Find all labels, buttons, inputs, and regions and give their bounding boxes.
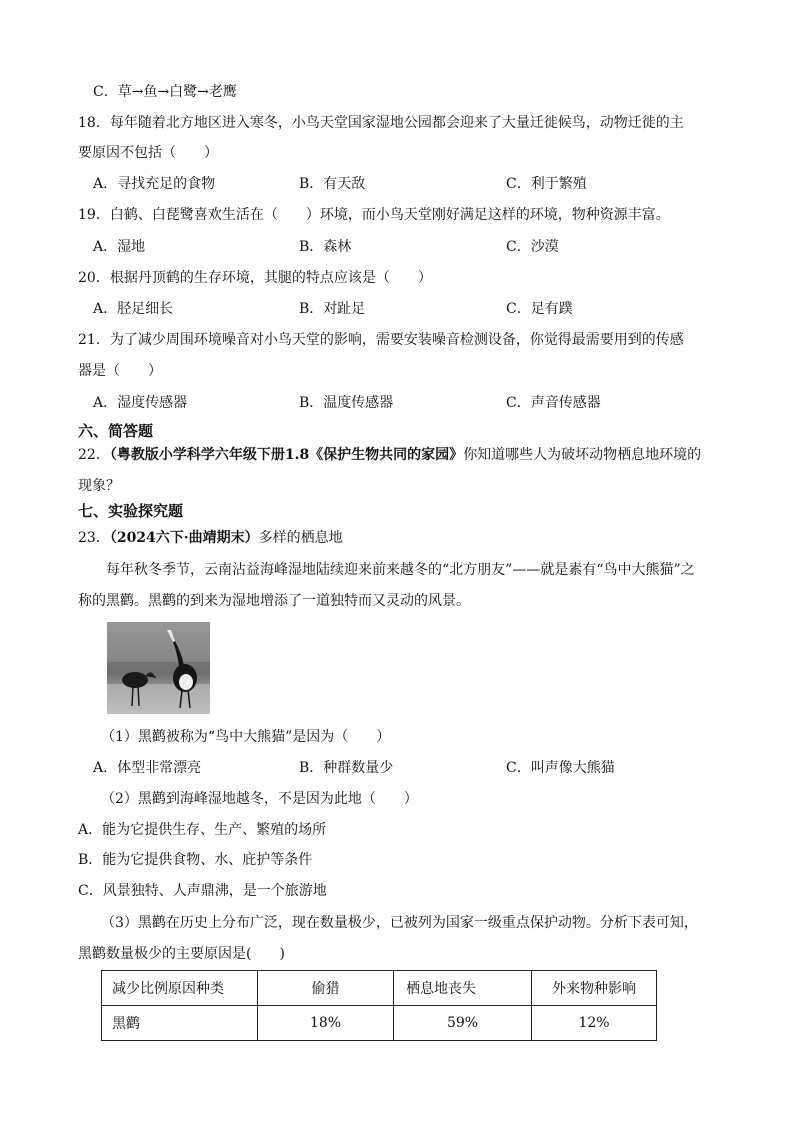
q20-stem: 20．根据丹顶鹤的生存环境，其腿的特点应该是（ ）: [78, 270, 432, 286]
q23-number: 23．: [78, 530, 110, 546]
q22-stem-text: 你知道哪些人为破坏动物栖息地环境的: [463, 447, 702, 463]
q20-option-a: A．胫足细长: [93, 301, 174, 317]
q18-option-a: A．寻找充足的食物: [93, 176, 216, 192]
q23-sub2-option-a: A．能为它提供生存、生产、繁殖的场所: [78, 822, 327, 838]
table-header-row: [102, 971, 657, 1006]
q19-stem: 19．白鹤、白琵鹭喜欢生活在（ ）环境，而小鸟天堂刚好满足这样的环境，物种资源丰富。: [78, 207, 670, 223]
q23-paragraph-line2: 称的黑鹳。黑鹳的到来为湿地增添了一道独特而又灵动的风景。: [78, 593, 470, 609]
reduction-reasons-table: [101, 970, 657, 1041]
table-header-cell: 偷猎: [258, 971, 394, 1006]
q23-sub1-stem: （1）黑鹳被称为“鸟中大熊猫”是因为（ ）: [101, 729, 391, 745]
q22-stem-line1: [78, 445, 701, 465]
q20-option-c: C．足有蹼: [506, 301, 573, 317]
q20-option-b: B．对趾足: [299, 301, 366, 317]
q18-stem-line1: 18．每年随着北方地区进入寒冬，小鸟天堂国家湿地公园都会迎来了大量迁徙候鸟，动物迁徙的主: [78, 115, 684, 131]
q23-sub2-option-c: C．风景独特、人声鼎沸，是一个旅游地: [78, 883, 327, 899]
section-7-title: 七、实验探究题: [78, 502, 184, 520]
q23-source: （2024六下·曲靖期末）: [109, 530, 259, 546]
q21-option-c: C．声音传感器: [506, 395, 601, 411]
q23-heading: [78, 528, 343, 548]
q23-sub3-stem-line2: 黑鹳数量极少的主要原因是( ): [78, 946, 285, 962]
table-cell: 59%: [394, 1006, 532, 1041]
q19-option-c: C．沙漠: [506, 239, 559, 255]
section-6-title: 六、简答题: [78, 422, 154, 440]
table-cell: 18%: [258, 1006, 394, 1041]
black-stork-photo: [107, 622, 210, 714]
q23-sub1-option-a: A．体型非常漂亮: [93, 760, 202, 776]
black-storks-illustration: [107, 622, 210, 714]
q23-title: 多样的栖息地: [258, 530, 343, 546]
q23-sub2-option-b: B．能为它提供食物、水、庇护等条件: [78, 852, 313, 868]
q21-option-b: B．温度传感器: [299, 395, 394, 411]
q22-stem-line2: 现象？: [78, 478, 120, 494]
table-row: [102, 1006, 657, 1041]
q22-source: （粤教版小学科学六年级下册1.8《保护生物共同的家园》: [109, 447, 464, 463]
table-cell: 12%: [532, 1006, 657, 1041]
table-cell: 黑鹳: [102, 1006, 258, 1041]
q19-option-a: A．湿地: [93, 239, 146, 255]
q21-option-a: A．湿度传感器: [93, 395, 188, 411]
q21-stem-line1: 21．为了减少周围环境噪音对小鸟天堂的影响，需要安装噪音检测设备，你觉得最需要用到的传感: [78, 332, 684, 348]
q21-stem-line2: 器是（ ）: [78, 363, 162, 379]
table-header-cell: 外来物种影响: [532, 971, 657, 1006]
table-header-cell: 栖息地丧失: [394, 971, 532, 1006]
q23-sub2-stem: （2）黑鹳到海峰湿地越冬，不是因为此地（ ）: [101, 791, 418, 807]
q18-option-b: B．有天敌: [299, 176, 366, 192]
q22-number: 22．: [78, 447, 110, 463]
q18-option-c: C．利于繁殖: [506, 176, 587, 192]
q18-stem-line2: 要原因不包括（ ）: [78, 145, 218, 161]
q23-sub3-stem-line1: （3）黑鹳在历史上分布广泛，现在数量极少，已被列为国家一级重点保护动物。分析下表可知，: [101, 915, 698, 931]
q23-paragraph-line1: 每年秋冬季节，云南沾益海峰湿地陆续迎来前来越冬的“北方朋友”——就是素有“鸟中大熊猫”之: [106, 562, 695, 578]
q23-sub1-option-b: B．种群数量少: [299, 760, 394, 776]
q17-option-c: C．草→鱼→白鹭→老鹰: [93, 84, 237, 100]
q19-option-b: B．森林: [299, 239, 352, 255]
q23-sub1-option-c: C．叫声像大熊猫: [506, 760, 615, 776]
table-header-cell: 减少比例原因种类: [102, 971, 258, 1006]
